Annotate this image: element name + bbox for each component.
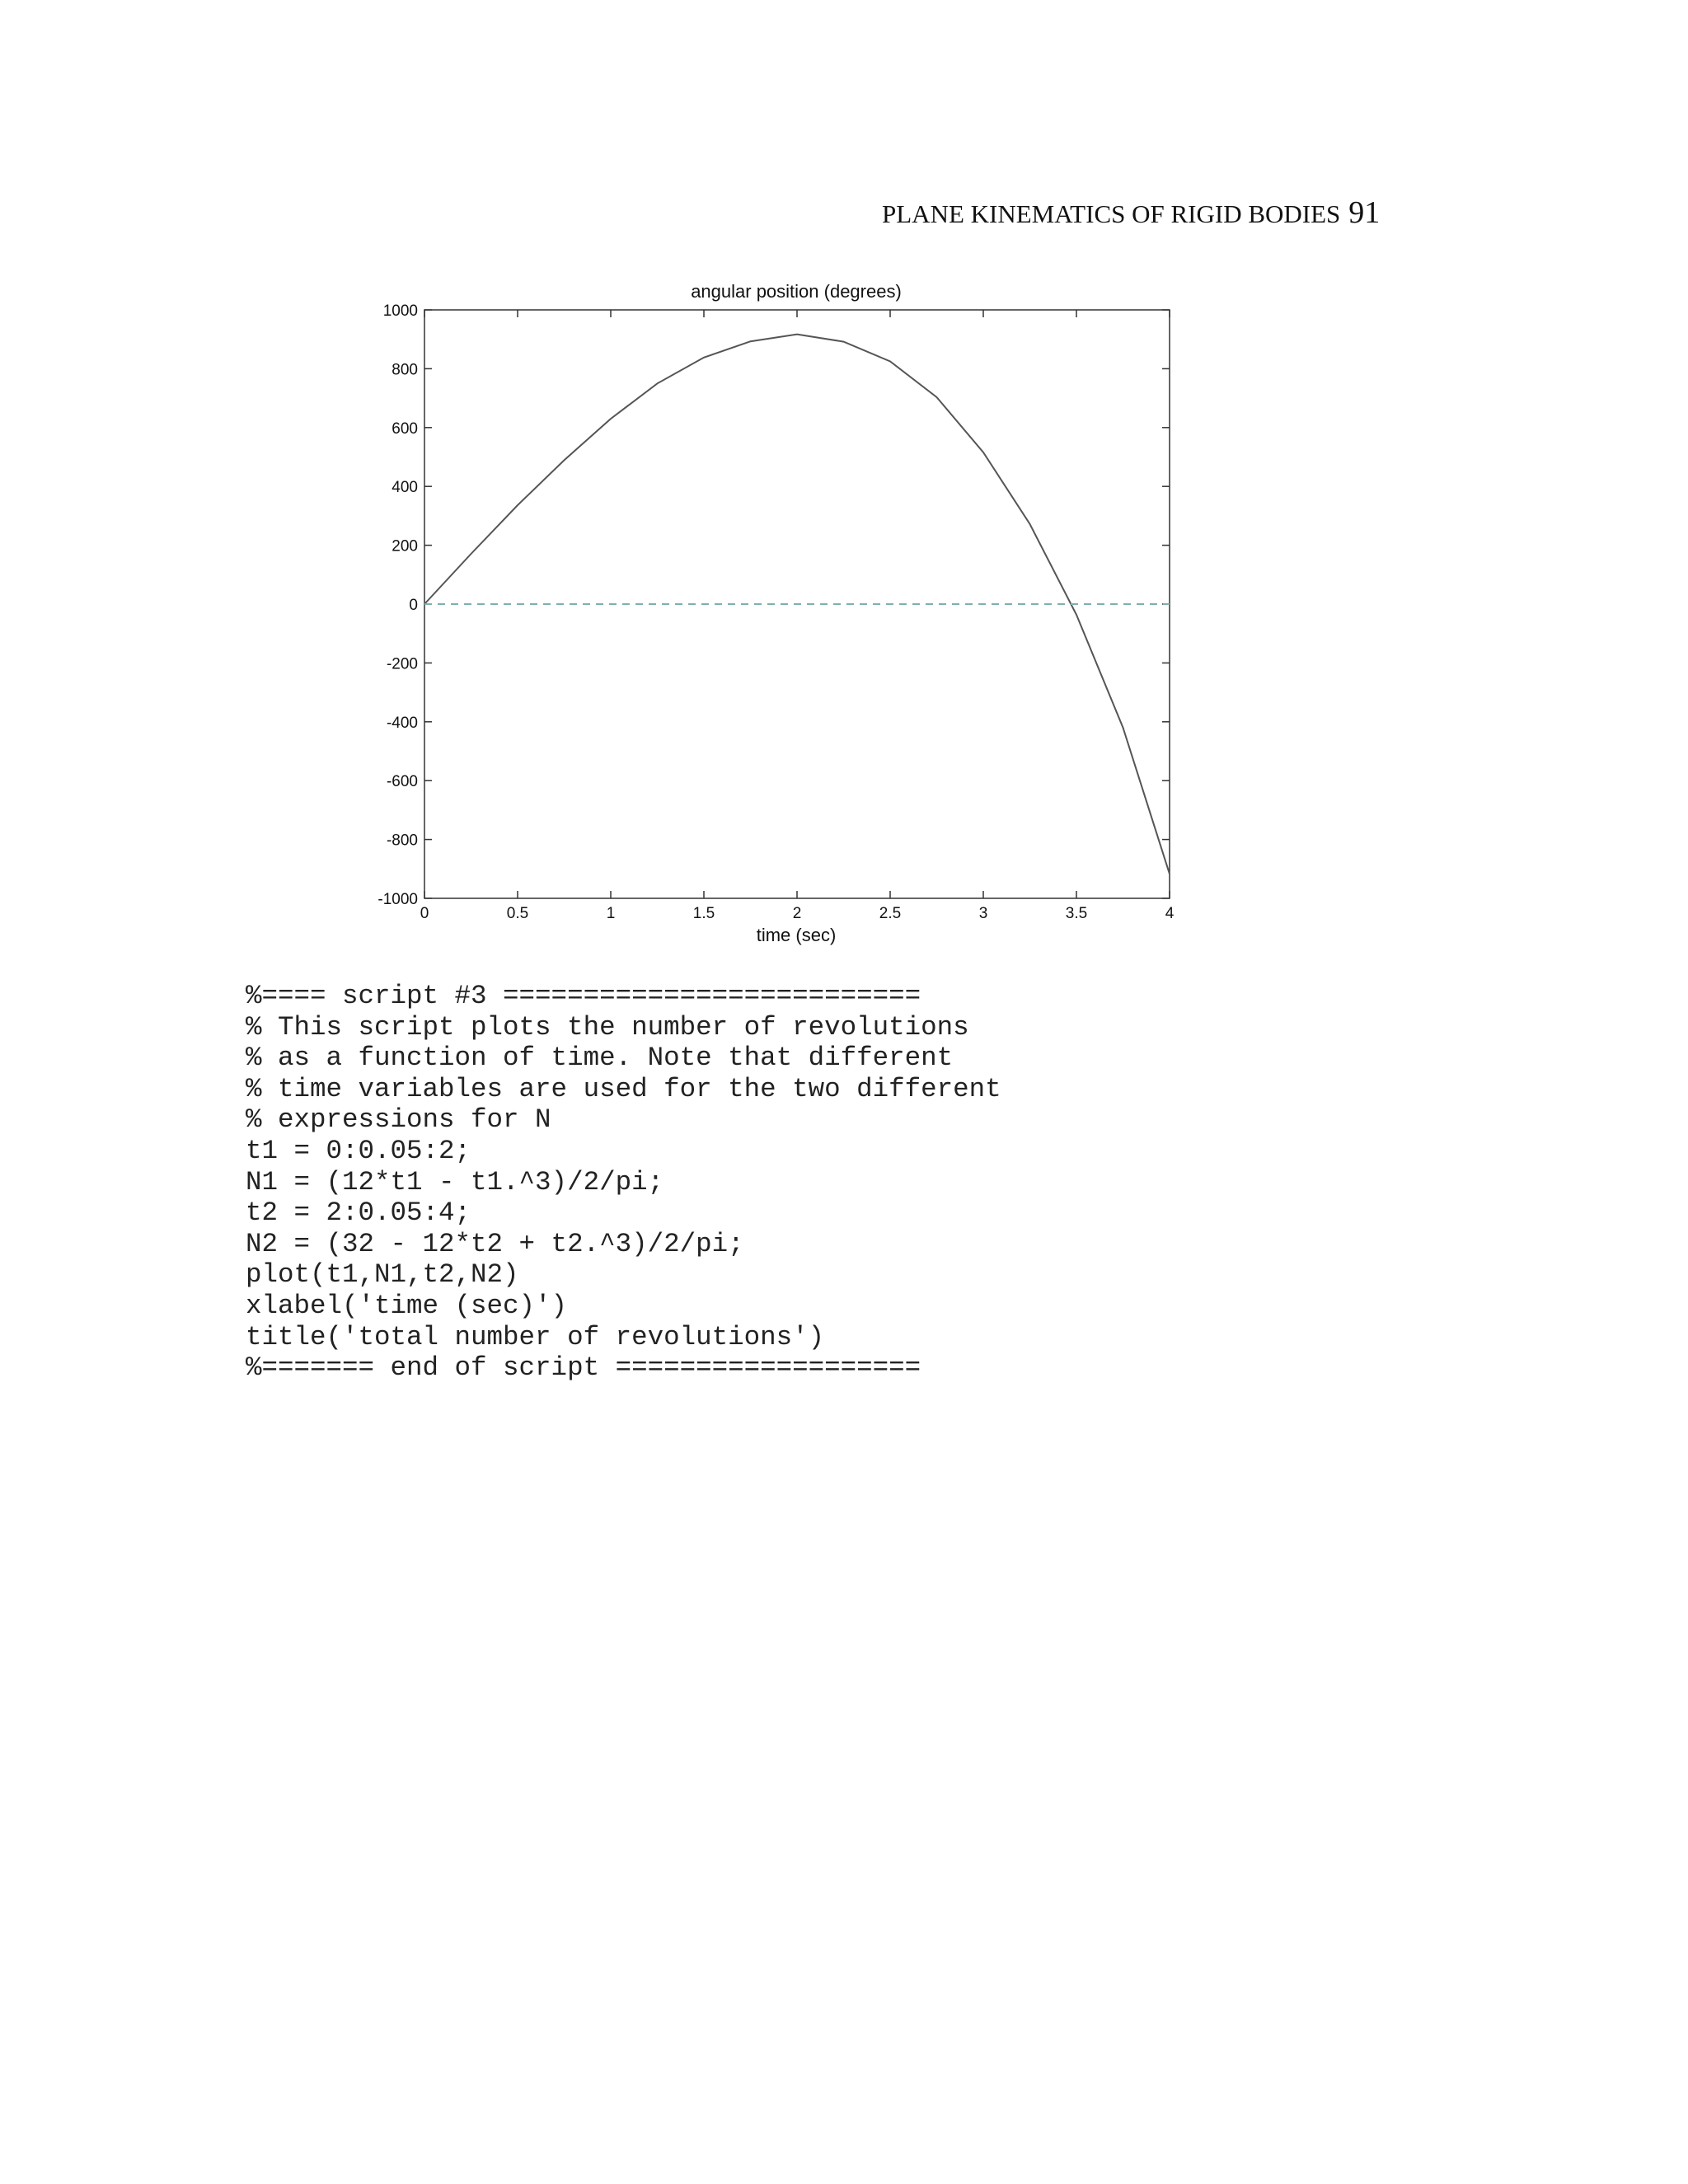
code-line: xlabel('time (sec)'): [246, 1290, 568, 1321]
code-line: % as a function of time. Note that different: [246, 1043, 954, 1074]
x-tick-label: 1.5: [692, 905, 715, 922]
code-line: N2 = (32 - 12*t2 + t2.^3)/2/pi;: [246, 1228, 744, 1259]
angular-position-chart: [0, 0, 1688, 972]
y-tick-label: 600: [392, 419, 418, 438]
page-number: 91: [1348, 195, 1381, 230]
matlab-script: [246, 981, 1001, 1384]
y-tick-label: 400: [392, 479, 418, 497]
x-tick-label: 1: [606, 905, 616, 922]
chart-title: angular position (degrees): [691, 281, 902, 302]
plot-area: [377, 302, 1174, 922]
x-tick-label: 0.5: [506, 905, 529, 922]
code-line: t1 = 0:0.05:2;: [246, 1135, 471, 1166]
y-tick-label: -1000: [377, 891, 418, 908]
x-tick-label: 0: [420, 905, 429, 922]
y-tick-label: -400: [386, 714, 418, 732]
x-tick-label: 3.5: [1065, 905, 1088, 922]
code-line: t2 = 2:0.05:4;: [246, 1197, 471, 1229]
code-line: %======= end of script ===================: [246, 1352, 921, 1384]
x-tick-label: 2.5: [879, 905, 902, 922]
code-line: title('total number of revolutions'): [246, 1321, 825, 1352]
x-tick-label: 3: [978, 905, 988, 922]
code-line: % time variables are used for the two different: [246, 1073, 1001, 1104]
running-head-title: PLANE KINEMATICS OF RIGID BODIES: [882, 199, 1341, 228]
y-tick-label: -200: [386, 655, 418, 673]
code-line: % This script plots the number of revolutions: [246, 1011, 969, 1043]
y-tick-label: 800: [392, 361, 418, 379]
y-tick-label: -600: [386, 773, 418, 791]
code-line: plot(t1,N1,t2,N2): [246, 1259, 519, 1291]
code-line: % expressions for N: [246, 1104, 551, 1136]
x-tick-label: 4: [1165, 905, 1175, 922]
y-tick-label: -800: [386, 832, 418, 850]
y-tick-label: 200: [392, 537, 418, 555]
y-tick-label: 1000: [382, 302, 418, 320]
y-tick-label: 0: [409, 597, 418, 614]
x-tick-label: 2: [792, 905, 802, 922]
x-axis-label: time (sec): [756, 925, 837, 945]
code-line: %==== script #3 ==========================: [246, 981, 921, 1011]
code-line: N1 = (12*t1 - t1.^3)/2/pi;: [246, 1166, 664, 1197]
